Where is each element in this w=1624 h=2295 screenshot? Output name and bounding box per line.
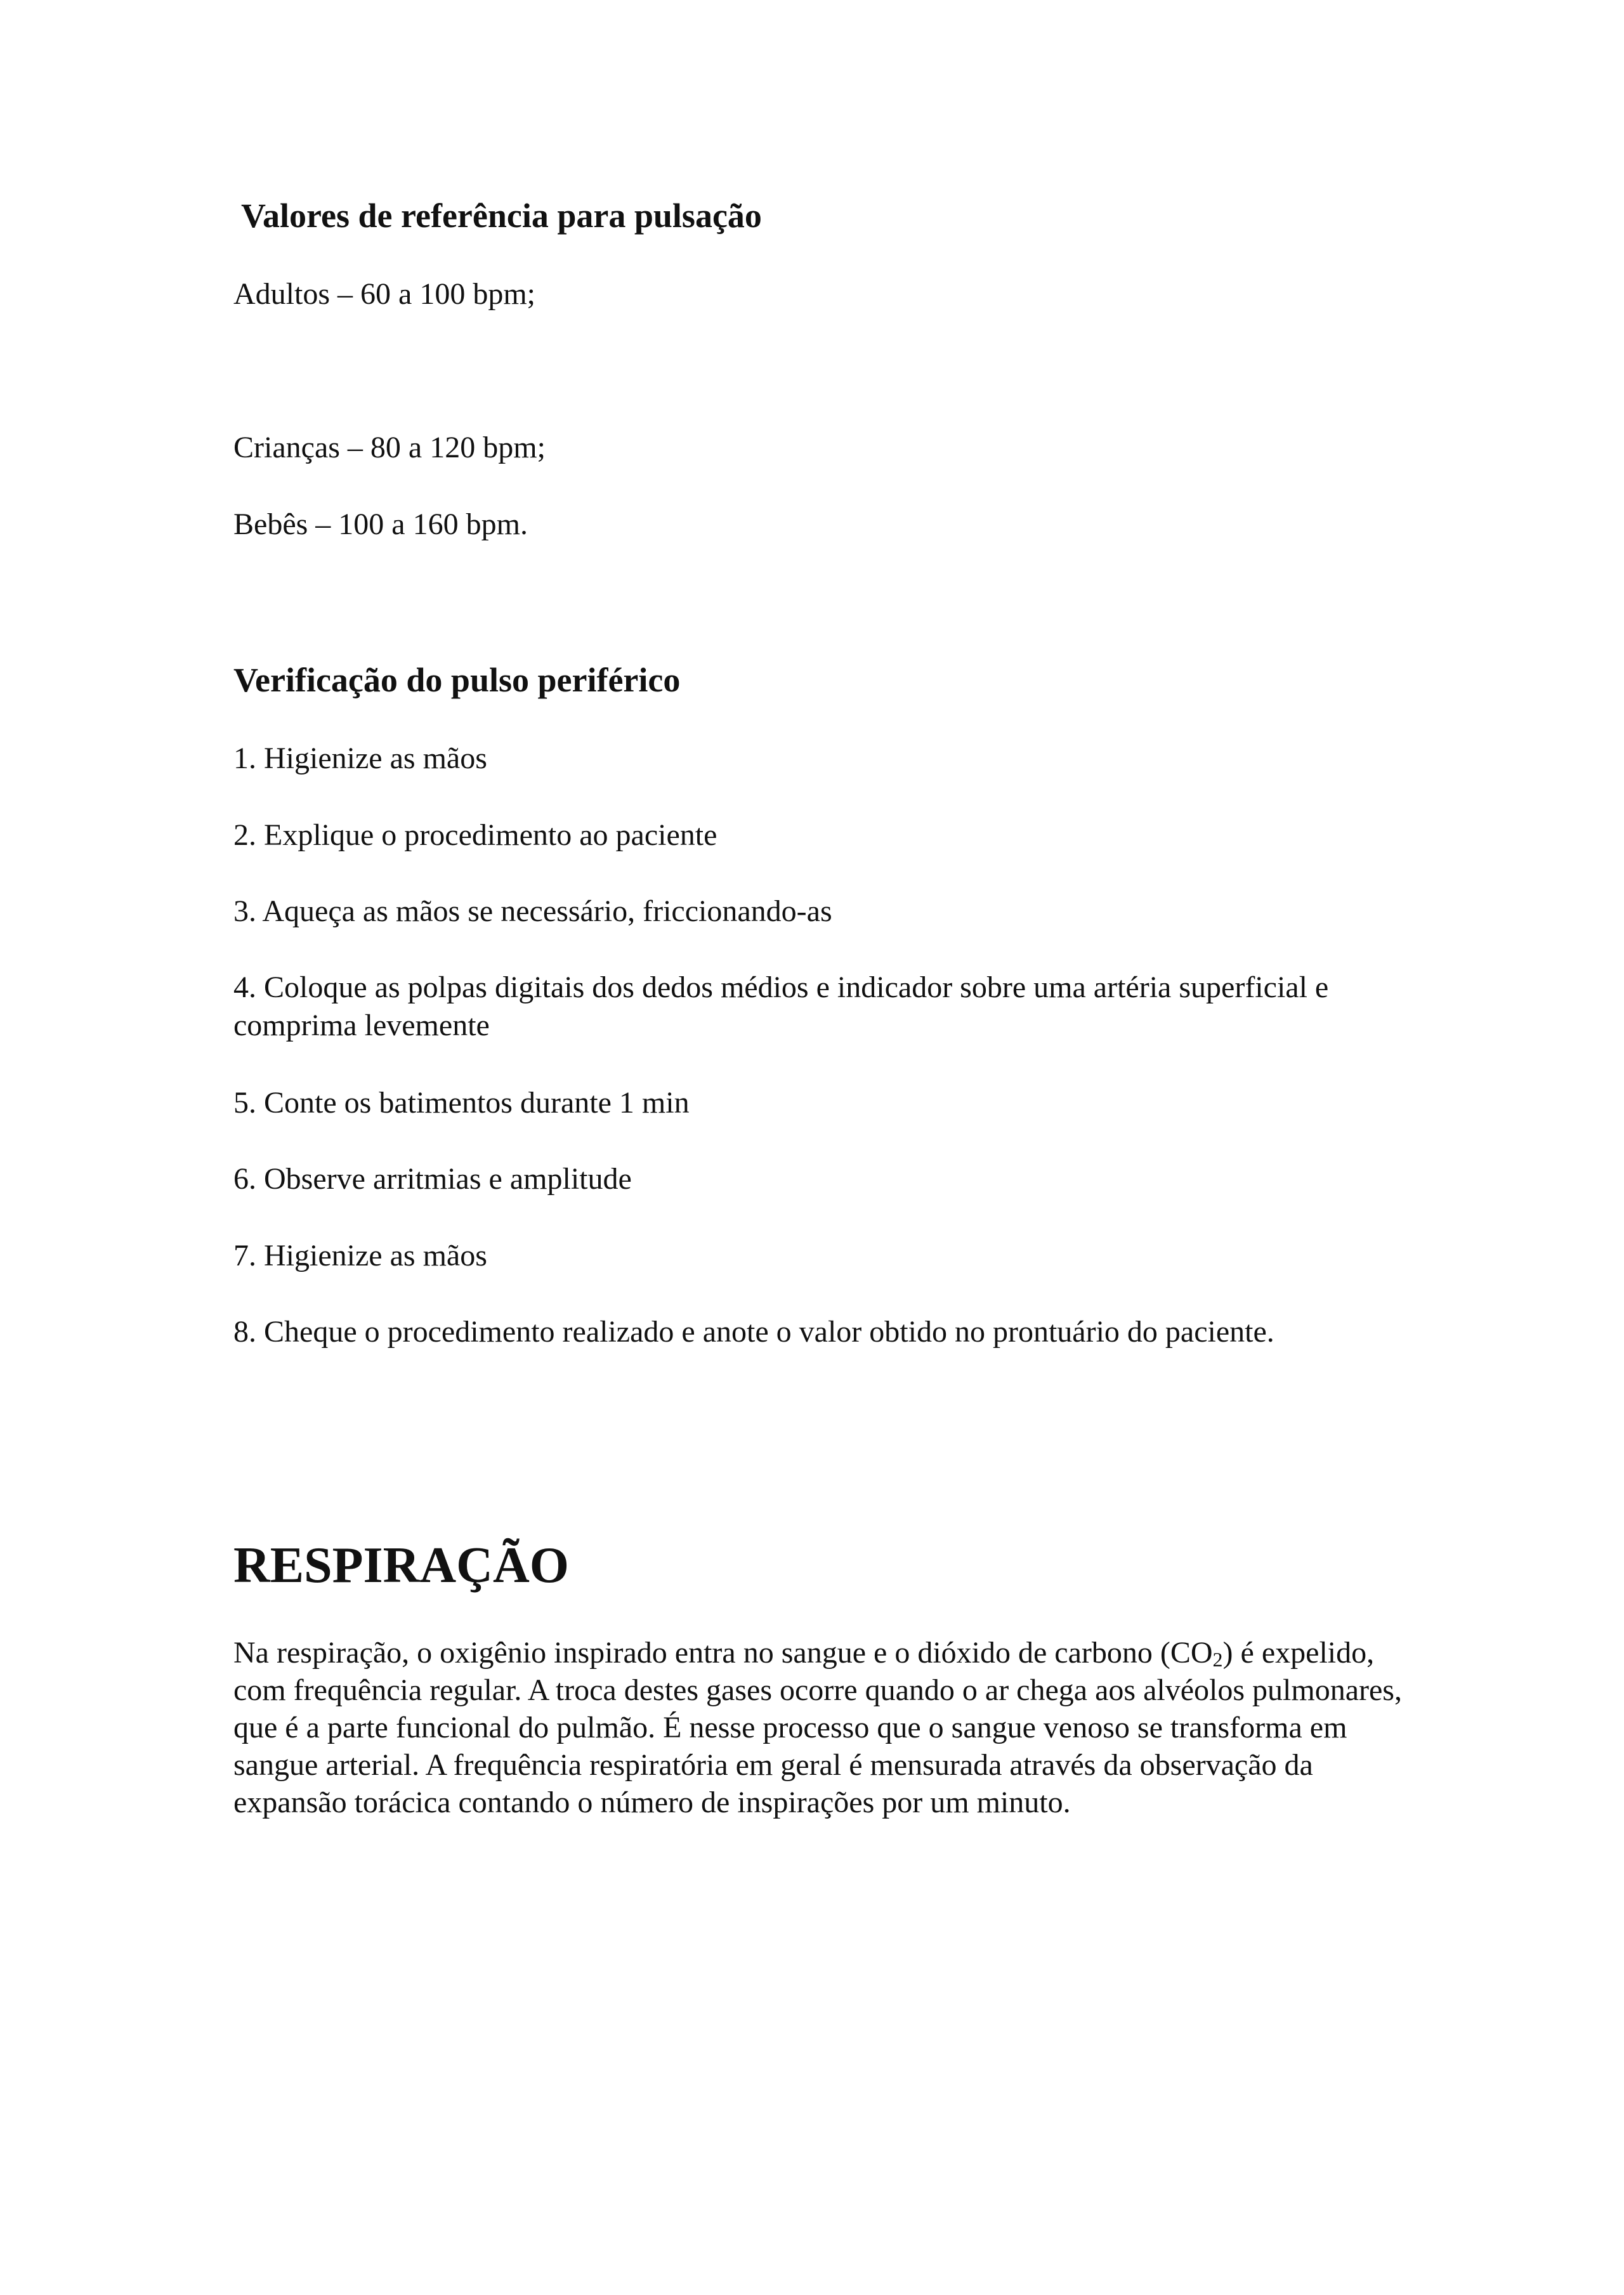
step-item: 8. Cheque o procedimento realizado e anote o valor obtido no prontuário do paciente. [233, 1315, 1274, 1349]
pulse-reference-adults: Adultos – 60 a 100 bpm; [233, 277, 535, 311]
respiration-paragraph-part-1: Na respiração, o oxigênio inspirado entra no sangue e o dióxido de carbono (CO [233, 1636, 1213, 1670]
step-item: 5. Conte os batimentos durante 1 min [233, 1086, 690, 1120]
pulse-reference-children: Crianças – 80 a 120 bpm; [233, 431, 546, 464]
step-item: 2. Explique o procedimento ao paciente [233, 818, 717, 852]
pulse-reference-babies: Bebês – 100 a 160 bpm. [233, 507, 528, 541]
respiration-paragraph-part-2: ) é expelido, com frequência regular. A troca destes gases ocorre quando o ar chega aos alvéolos pulmonares, que é a parte funcional do pulmão. É nesse processo que o sangue venoso se transforma em sangue arterial. A frequência respiratória em geral é mensurada através da observação da expansão torácica contando o número de inspirações por um minuto. [233, 1636, 1402, 1819]
step-item: 4. Coloque as polpas digitais dos dedos médios e indicador sobre uma artéria superficial e comprima levemente [233, 971, 1329, 1042]
step-item: 7. Higienize as mãos [233, 1239, 487, 1272]
step-item: 3. Aqueça as mãos se necessário, friccionando-as [233, 894, 832, 928]
step-item: 1. Higienize as mãos [233, 742, 487, 775]
peripheral-pulse-heading: Verificação do pulso periférico [233, 661, 681, 699]
respiration-heading: RESPIRAÇÃO [233, 1538, 569, 1593]
respiration-paragraph [233, 1634, 1413, 1821]
co2-subscript: 2 [1212, 1648, 1223, 1671]
step-item: 6. Observe arritmias e amplitude [233, 1162, 632, 1196]
pulse-reference-heading: Valores de referência para pulsação [241, 197, 762, 235]
